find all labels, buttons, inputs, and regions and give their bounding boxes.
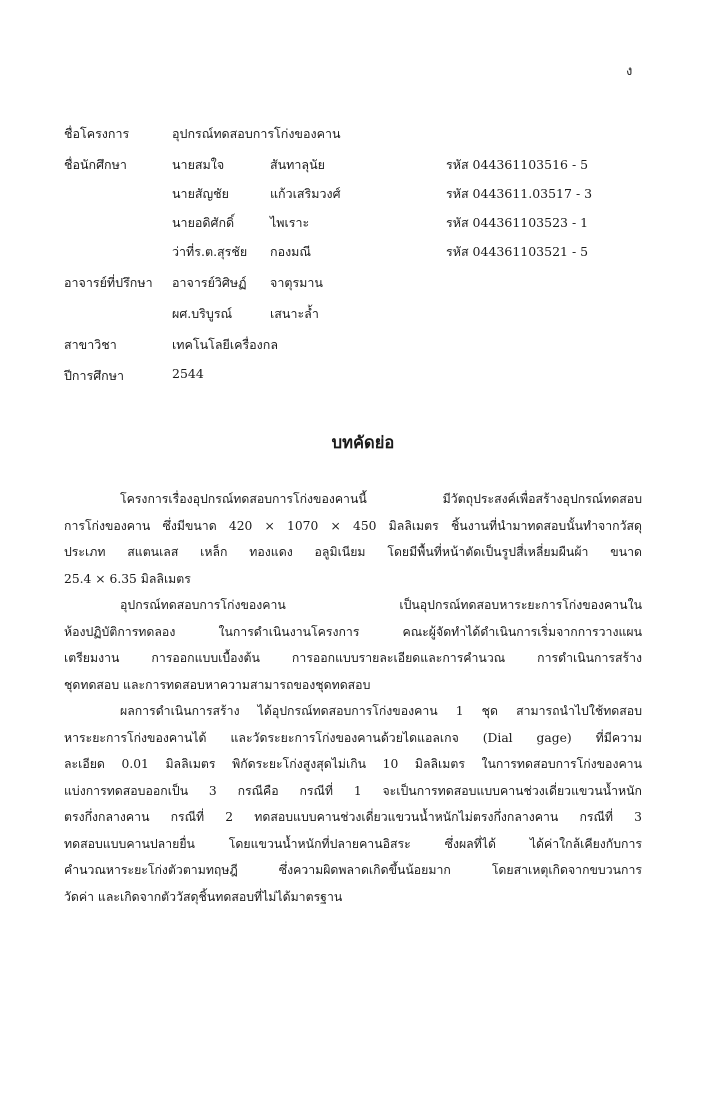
advisors-label: อาจารย์ที่ปรึกษา [64, 275, 153, 290]
abstract-line: อุปกรณ์ทดสอบการโก่งของคาน เป็นอุปกรณ์ทดสอบหาระยะการโก่งของคานใน [120, 598, 642, 612]
advisor-first-name: อาจารย์วิศิษฏ์ [172, 275, 247, 290]
year-label: ปีการศึกษา [64, 368, 124, 383]
abstract-line: โครงการเรื่องอุปกรณ์ทดสอบการโก่งของคานนี้ มีวัตถุประสงค์เพื่อสร้างอุปกรณ์ทดสอบ [120, 492, 642, 506]
abstract-line: ประเภท สแตนเลส เหล็ก ทองแดง อลูมิเนียม โดยมีพื้นที่หน้าตัดเป็นรูปสี่เหลี่ยมผืนผ้า ขนาด [64, 545, 642, 559]
student-id: รหัส 044361103516 - 5 [446, 157, 589, 172]
abstract-line: ชุดทดสอบ และการทดสอบหาความสามารถของชุดทดสอบ [64, 677, 371, 692]
project-name: อุปกรณ์ทดสอบการโก่งของคาน [172, 126, 341, 141]
student-id: รหัส 0443611.03517 - 3 [446, 186, 593, 201]
abstract-line: คำนวณหาระยะโก่งตัวตามทฤษฎี ซึ่งความผิดพลาดเกิดขึ้นน้อยมาก โดยสาเหตุเกิดจากขบวนการ [64, 863, 642, 877]
student-last-name: สันทาลุนัย [270, 157, 325, 172]
advisor-last-name: เสนาะล้ำ [270, 306, 319, 321]
students-label: ชื่อนักศึกษา [64, 157, 127, 172]
student-last-name: กองมณี [270, 244, 312, 259]
student-first-name: นายอดิศักดิ์ [172, 215, 235, 230]
abstract-line: แบ่งการทดสอบออกเป็น 3 กรณีคือ กรณีที่ 1 จะเป็นการทดสอบแบบคานช่วงเดี่ยวแขวนน้ำหนัก [64, 783, 642, 798]
abstract-line: หาระยะการโก่งของคานได้ และวัดระยะการโก่งของคานด้วยไดแอลเกจ (Dial gage) ที่มีความ [64, 730, 642, 745]
major-label: สาขาวิชา [64, 337, 117, 352]
student-id: รหัส 044361103523 - 1 [446, 215, 589, 230]
abstract-line: ห้องปฏิบัติการทดลอง ในการดำเนินงานโครงการ คณะผู้จัดทำได้ดำเนินการเริ่มจากการวางแผน [64, 624, 642, 639]
abstract-line: เตรียมงาน การออกแบบเบื้องต้น การออกแบบรายละเอียดและการคำนวณ การดำเนินการสร้าง [64, 651, 642, 665]
abstract-line: ละเอียด 0.01 มิลลิเมตร พิกัดระยะโก่งสูงสุดไม่เกิน 10 มิลลิเมตร ในการทดสอบการโก่งของคาน [64, 757, 642, 771]
student-first-name: นายสมใจ [172, 157, 225, 172]
year-value: 2544 [172, 366, 204, 381]
abstract-line: การโก่งของคาน ซึ่งมีขนาด 420 × 1070 × 450 มิลลิเมตร ชิ้นงานที่นำมาทดสอบนั้นทำจากวัสดุ [64, 518, 642, 533]
abstract-line: ตรงกึ่งกลางคาน กรณีที่ 2 ทดสอบแบบคานช่วงเดี่ยวแขวนน้ำหนักไม่ตรงกึ่งกลางคาน กรณีที่ 3 [64, 810, 642, 824]
student-id: รหัส 044361103521 - 5 [446, 244, 589, 259]
student-last-name: แก้วเสริมวงศ์ [270, 186, 341, 201]
student-first-name: ว่าที่ร.ต.สุรชัย [172, 244, 248, 259]
abstract-line: ผลการดำเนินการสร้าง ได้อุปกรณ์ทดสอบการโก่งของคาน 1 ชุด สามารถนำไปใช้ทดสอบ [120, 704, 642, 718]
abstract-body [64, 486, 642, 910]
project-label: ชื่อโครงการ [64, 126, 130, 141]
abstract-line: 25.4 × 6.35 มิลลิเมตร [64, 571, 191, 586]
abstract-line: ทดสอบแบบคานปลายยื่น โดยแขวนน้ำหนักที่ปลายคานอิสระ ซึ่งผลที่ได้ ได้ค่าใกล้เคียงกับการ [64, 836, 642, 851]
student-first-name: นายสัญชัย [172, 186, 229, 201]
abstract-line: วัดค่า และเกิดจากตัววัสดุชิ้นทดสอบที่ไม่ได้มาตรฐาน [64, 889, 343, 904]
advisor-last-name: จาตุรมาน [270, 275, 323, 290]
abstract-title: บทคัดย่อ [331, 433, 395, 452]
major-value: เทคโนโลยีเครื่องกล [172, 337, 279, 352]
student-last-name: ไพเราะ [270, 215, 310, 230]
page-number: ง [626, 64, 633, 79]
advisor-first-name: ผศ.บริบูรณ์ [172, 306, 233, 321]
